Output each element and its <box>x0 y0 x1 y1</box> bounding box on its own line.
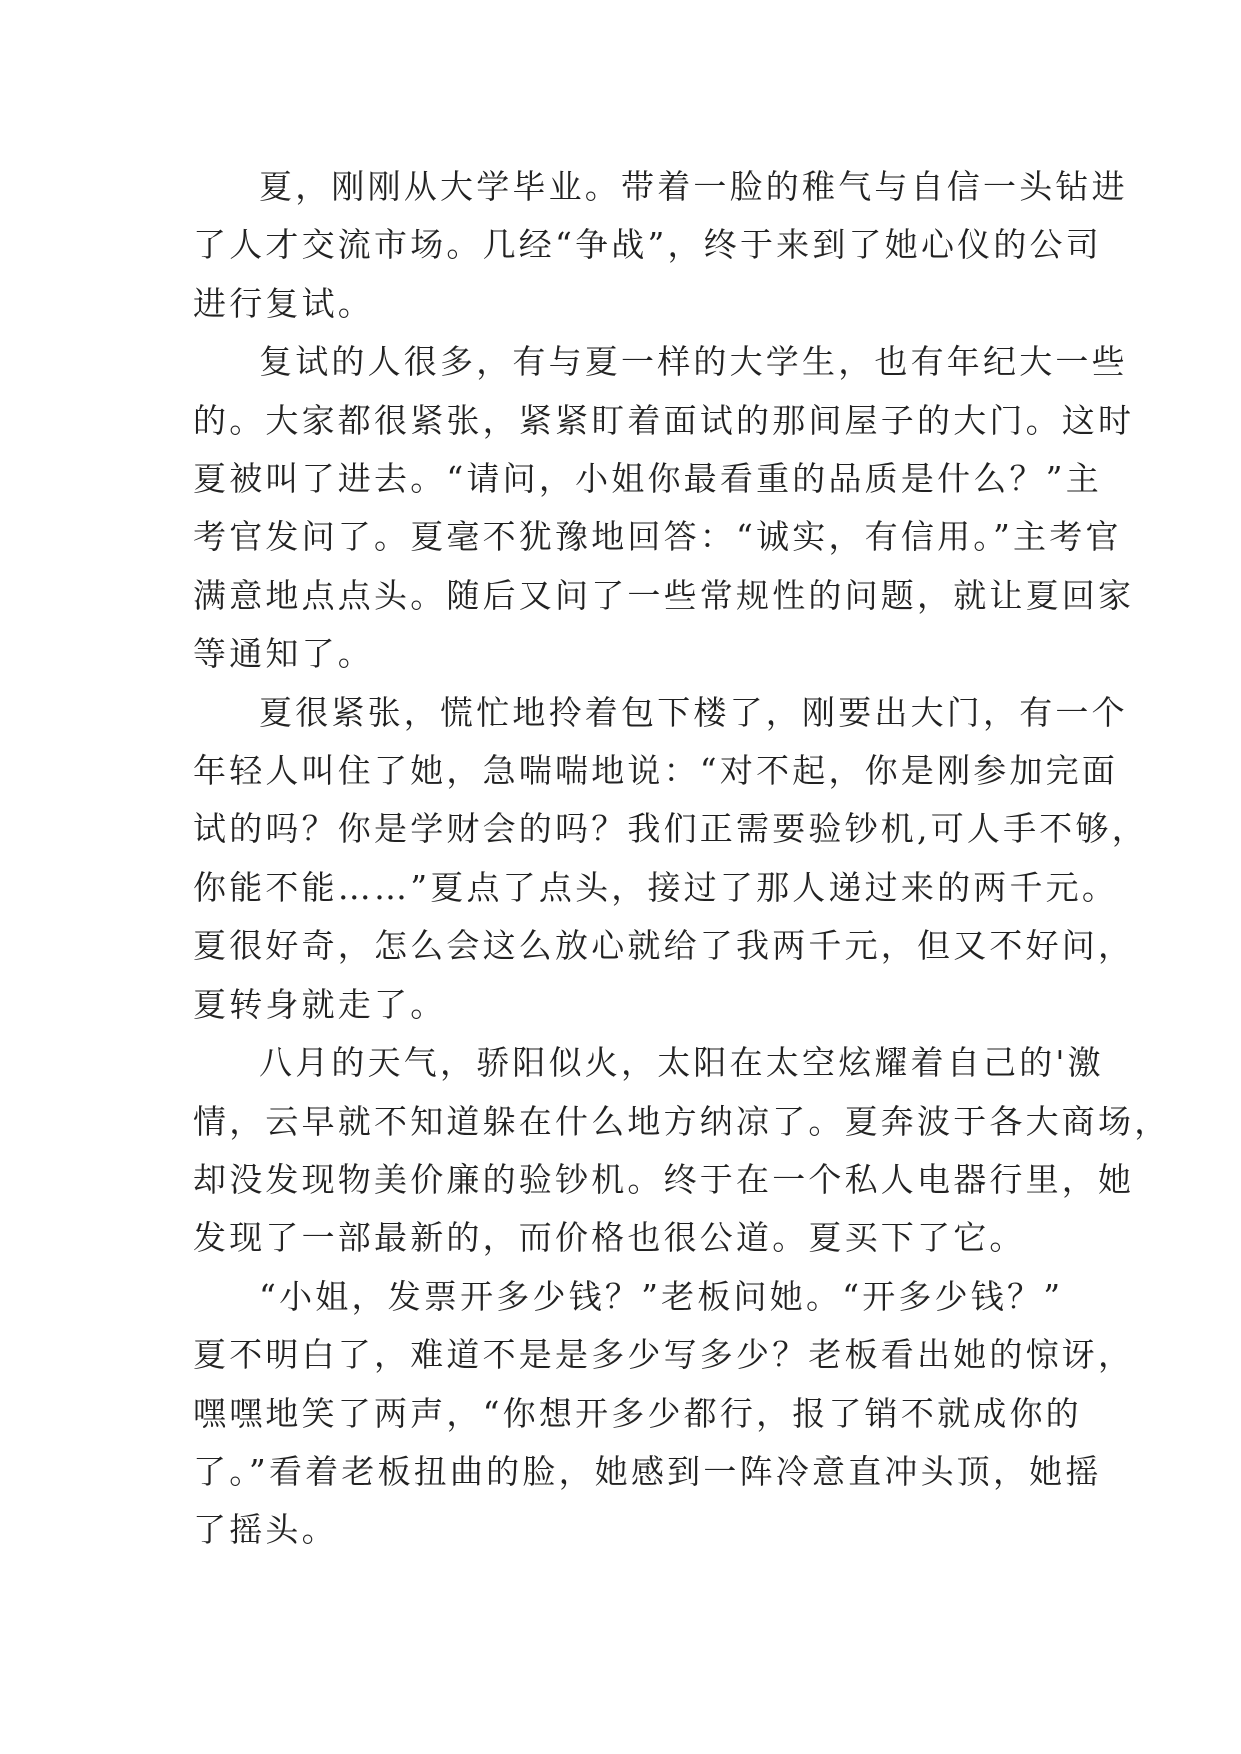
text-line: 嘿嘿地笑了两声，“你想开多少都行，报了销不就成你的 <box>193 1393 1082 1433</box>
text-line: 夏，刚刚从大学毕业。带着一脸的稚气与自信一头钻进 <box>259 167 1128 206</box>
text-line: 夏被叫了进去。“请问，小姐你最看重的品质是什么？”主 <box>193 459 1102 499</box>
paragraph-4 <box>193 1034 1171 1268</box>
text-line: 夏转身就走了。 <box>193 984 447 1024</box>
text-line: 年轻人叫住了她，急喘喘地说：“对不起，你是刚参加完面 <box>193 751 1119 791</box>
paragraph-5 <box>193 1268 1135 1560</box>
text-line: 夏不明白了，难道不是是多少写多少？老板看出她的惊讶， <box>193 1335 1135 1375</box>
text-line: 试的吗？你是学财会的吗？我们正需要验钞机,可人手不够， <box>193 809 1148 849</box>
text-line: 八月的天气，骄阳似火，太阳在太空炫耀着自己的'激 <box>259 1043 1104 1083</box>
paragraph-3 <box>193 684 1148 1034</box>
paragraph-1 <box>193 158 1128 333</box>
text-line: 却没发现物美价廉的验钞机。终于在一个私人电器行里，她 <box>193 1159 1135 1199</box>
text-line: 满意地点点头。随后又问了一些常规性的问题，就让夏回家 <box>193 575 1135 615</box>
text-line: 夏很紧张，慌忙地拎着包下楼了，刚要出大门，有一个 <box>259 692 1128 732</box>
text-line: 夏很好奇，怎么会这么放心就给了我两千元，但又不好问， <box>193 926 1135 966</box>
text-line: 考官发问了。夏毫不犹豫地回答：“诚实，有信用。”主考官 <box>193 517 1122 557</box>
text-line: 情，云早就不知道躲在什么地方纳凉了。夏奔波于各大商场， <box>193 1101 1171 1141</box>
paragraph-2 <box>193 333 1135 683</box>
text-line: 你能不能……”夏点了点头，接过了那人递过来的两千元。 <box>193 867 1119 907</box>
document-body <box>193 158 1171 1560</box>
text-line: 发现了一部最新的，而价格也很公道。夏买下了它。 <box>193 1218 1026 1258</box>
text-line: “小姐，发票开多少钱？”老板问她。“开多少钱？” <box>259 1276 1064 1316</box>
text-line: 的。大家都很紧张，紧紧盯着面试的那间屋子的大门。这时 <box>193 400 1135 440</box>
text-line: 了摇头。 <box>193 1510 338 1550</box>
text-line: 复试的人很多，有与夏一样的大学生，也有年纪大一些 <box>259 342 1128 382</box>
text-line: 进行复试。 <box>193 283 374 323</box>
text-line: 了。”看着老板扭曲的脸，她感到一阵冷意直冲头顶，她摇 <box>193 1451 1102 1491</box>
text-line: 了人才交流市场。几经“争战”，终于来到了她心仪的公司 <box>193 225 1102 265</box>
text-line: 等通知了。 <box>193 634 374 674</box>
